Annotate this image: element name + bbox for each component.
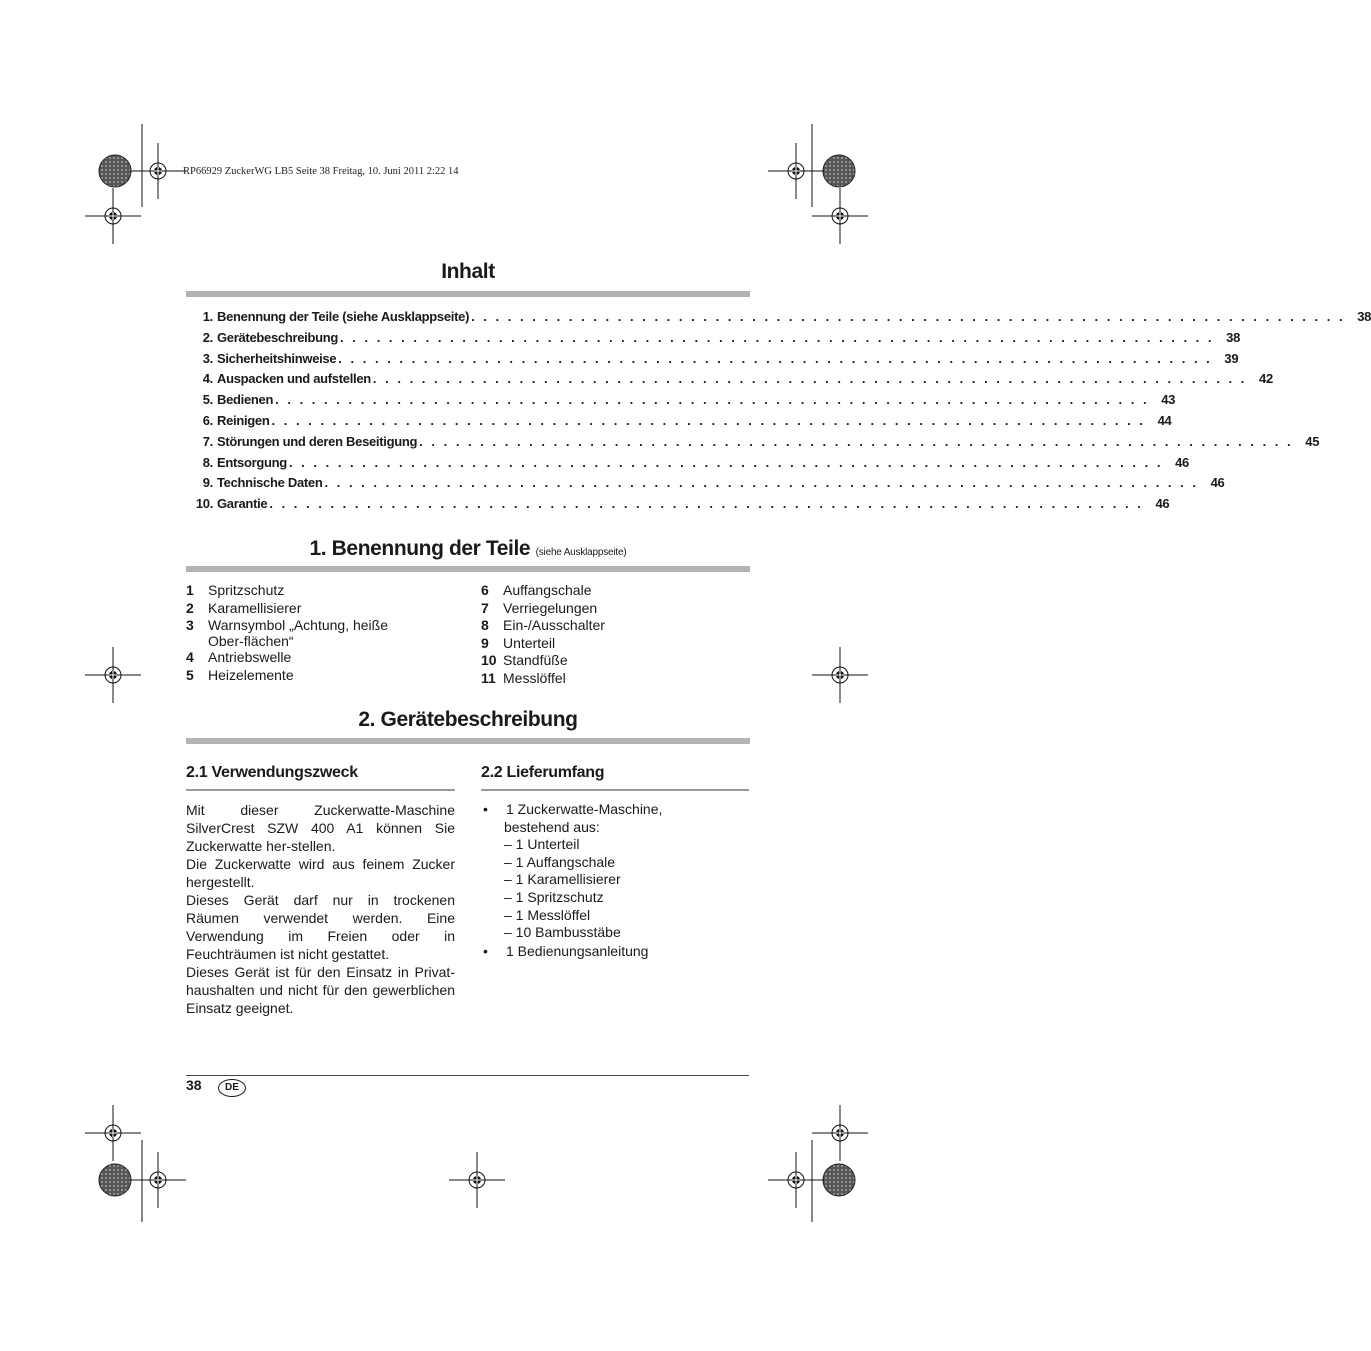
sub-list-item: – 1 Auffangschale (504, 853, 616, 870)
registration-burst-icon (823, 1164, 855, 1196)
list-item: • 1 Zuckerwatte-Maschine, (483, 801, 663, 817)
list-item: 5 Heizelemente (186, 666, 294, 683)
registration-burst-icon (823, 155, 855, 187)
subsection-2-2-rule (481, 789, 749, 791)
sub-list-item: – 1 Spritzschutz (504, 888, 604, 905)
section-2-rule (186, 738, 750, 744)
toc-entry[interactable]: 1. Benennung der Teile (siehe Ausklappseite) . . . . . . . . . . . . . . . . . . . . . . . . . . . . . . . . . . . . . . . . . . . . . . . . . . . . . . . . . . . . . . . . . . . . . . . . 38 (202, 309, 1371, 324)
bullet-icon: • (483, 942, 488, 959)
toc-entry[interactable]: 6. Reinigen . . . . . . . . . . . . . . . . . . . . . . . . . . . . . . . . . . . . . . . . . . . . . . . . . . . . . . . . . . . . . . . . . . . . . . . . 44 (202, 412, 1172, 428)
crosshair-icon (85, 188, 141, 244)
subsection-2-1-rule (186, 789, 455, 791)
crosshair-icon (768, 1152, 824, 1208)
delivery-scope-list (481, 801, 749, 960)
list-item: 10 Standfüße (481, 652, 568, 668)
paragraph: Die Zuckerwatte wird aus feinem Zucker hergestellt. (186, 856, 455, 890)
list-item: 4 Antriebswelle (186, 649, 292, 665)
section-1-heading: 1. Benennung der Teile (siehe Ausklappseite) (309, 537, 627, 560)
toc-entry[interactable]: 8. Entsorgung . . . . . . . . . . . . . . . . . . . . . . . . . . . . . . . . . . . . . . . . . . . . . . . . . . . . . . . . . . . . . . . . . . . . . . . . 46 (202, 454, 1189, 470)
sub-list-item: – 1 Unterteil (504, 836, 580, 853)
toc-entry[interactable]: 5. Bedienen . . . . . . . . . . . . . . . . . . . . . . . . . . . . . . . . . . . . . . . . . . . . . . . . . . . . . . . . . . . . . . . . . . . . . . . . 43 (202, 392, 1176, 408)
crosshair-icon (768, 143, 824, 199)
section-2-heading: 2. Gerätebeschreibung (358, 708, 578, 731)
intended-use-text (186, 801, 455, 1017)
list-item: 11 Messlöffel (481, 669, 566, 686)
paragraph: Dieses Gerät ist für den Einsatz in Privat-haushalten und nicht für den gewerblichen Einsatz geeignet. (186, 964, 455, 1016)
crosshair-icon (812, 647, 868, 703)
parts-list-left (186, 582, 436, 684)
sub-list-item: – 1 Karamellisierer (504, 871, 621, 888)
registration-burst-icon (99, 155, 131, 187)
page-number: 38 (186, 1077, 202, 1093)
toc-entry[interactable]: 10. Garantie . . . . . . . . . . . . . . . . . . . . . . . . . . . . . . . . . . . . . . . . . . . . . . . . . . . . . . . . . . . . . . . . . . . . . . . . 46 (195, 496, 1170, 512)
crosshair-icon (85, 1105, 141, 1161)
crosshair-icon (130, 1152, 186, 1208)
subsection-2-2-heading: 2.2 Lieferumfang (481, 764, 605, 781)
bullet-icon: • (483, 801, 488, 817)
table-of-contents (186, 307, 1371, 515)
section-1-note: (siehe Ausklappseite) (535, 547, 627, 558)
language-badge: DE (218, 1079, 246, 1097)
list-item: 2 Karamellisierer (186, 599, 302, 616)
registration-burst-icon (99, 1164, 131, 1196)
toc-rule (186, 291, 750, 297)
crosshair-icon (85, 647, 141, 703)
footer-rule (186, 1075, 749, 1076)
toc-entry[interactable]: 2. Gerätebeschreibung . . . . . . . . . . . . . . . . . . . . . . . . . . . . . . . . . . . . . . . . . . . . . . . . . . . . . . . . . . . . . . . . . . . . . . . . 38 (202, 329, 1241, 345)
toc-entry[interactable]: 3. Sicherheitshinweise . . . . . . . . . . . . . . . . . . . . . . . . . . . . . . . . . . . . . . . . . . . . . . . . . . . . . . . . . . . . . . . . . . . . . . . . 39 (202, 350, 1239, 366)
paragraph: Dieses Gerät darf nur in trockenen Räumen verwendet werden. Eine Verwendung im Freien oder in Feuchträumen ist nicht gestattet. (186, 892, 455, 962)
list-item: 9 Unterteil (481, 634, 556, 651)
list-item: • 1 Bedienungsanleitung (483, 942, 649, 959)
list-item: 7 Verriegelungen (481, 599, 598, 616)
sub-list-item: – 10 Bambusstäbe (504, 924, 621, 941)
toc-entry[interactable]: 4. Auspacken und aufstellen . . . . . . . . . . . . . . . . . . . . . . . . . . . . . . . . . . . . . . . . . . . . . . . . . . . . . . . . . . . . . . . . . . . . . . . . 42 (202, 371, 1273, 387)
crosshair-icon (812, 188, 868, 244)
paragraph: Mit dieser Zuckerwatte-Maschine SilverCrest SZW 400 A1 können Sie Zuckerwatte her-stellen. (186, 802, 455, 854)
crosshair-icon (812, 1105, 868, 1161)
list-item: 1 Spritzschutz (186, 582, 285, 598)
list-item: 6 Auffangschale (481, 582, 592, 598)
crosshair-icon (449, 1152, 505, 1208)
print-slug: RP66929 ZuckerWG LB5 Seite 38 Freitag, 10. Juni 2011 2:22 14 (183, 166, 459, 177)
parts-list-right (481, 582, 749, 687)
subsection-2-1-heading: 2.1 Verwendungszweck (186, 764, 358, 781)
list-item: 8 Ein-/Ausschalter (481, 617, 605, 633)
list-item: 3 Warnsymbol „Achtung, heiße Ober-flächen“ (186, 617, 388, 649)
section-1-rule (186, 566, 750, 572)
crosshair-icon (130, 143, 186, 199)
toc-entry[interactable]: 9. Technische Daten . . . . . . . . . . . . . . . . . . . . . . . . . . . . . . . . . . . . . . . . . . . . . . . . . . . . . . . . . . . . . . . . . . . . . . . . 46 (202, 475, 1225, 491)
list-item: bestehend aus: (504, 818, 600, 835)
toc-heading: Inhalt (441, 260, 495, 283)
sub-list-item: – 1 Messlöffel (504, 906, 591, 923)
toc-entry[interactable]: 7. Störungen und deren Beseitigung . . . . . . . . . . . . . . . . . . . . . . . . . . . . . . . . . . . . . . . . . . . . . . . . . . . . . . . . . . . . . . . . . . . . . . . . 45 (202, 433, 1320, 449)
